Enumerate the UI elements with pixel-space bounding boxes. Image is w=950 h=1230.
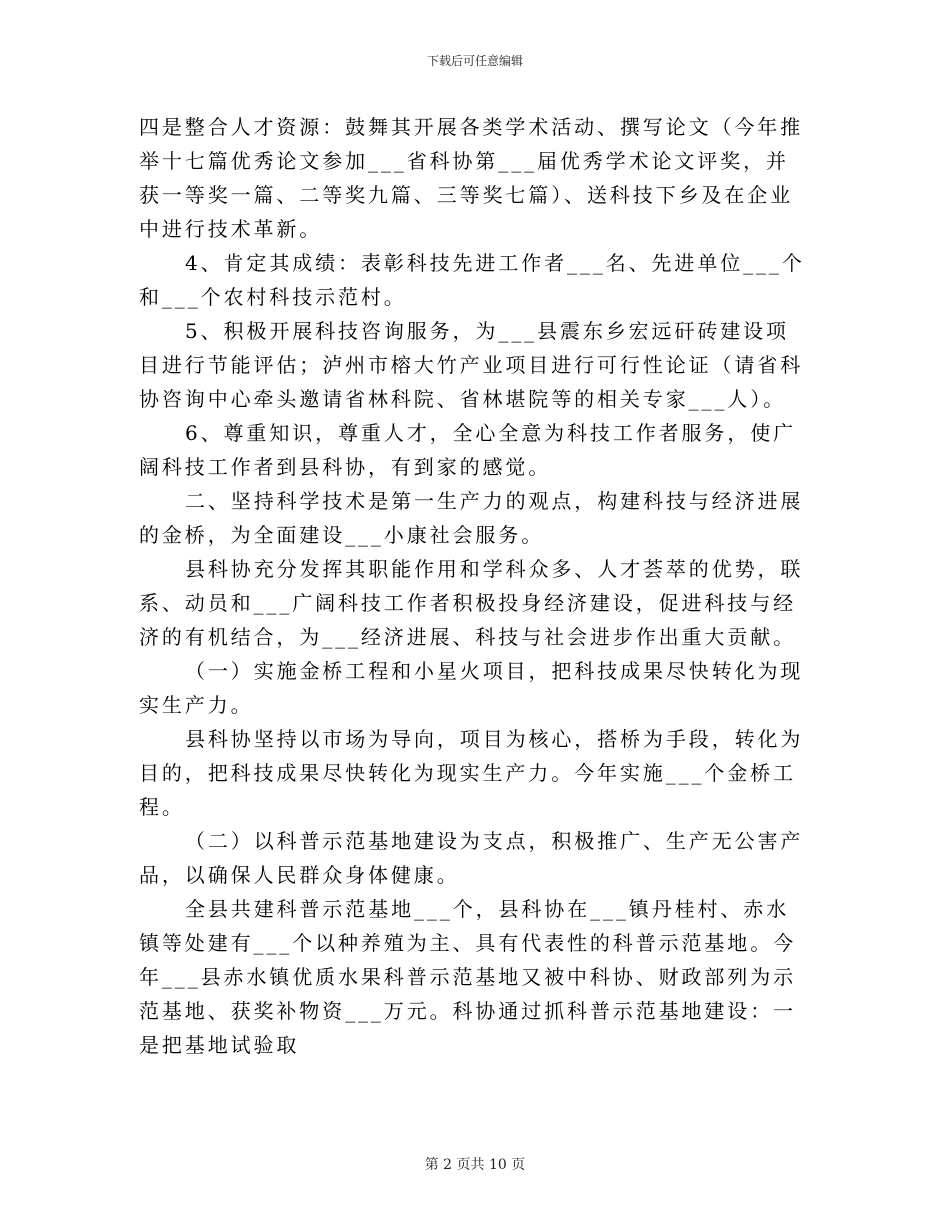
paragraph-4: 6、尊重知识，尊重人才，全心全意为科技工作者服务，使广阔科技工作者到县科协，有到家的感觉。	[139, 421, 797, 479]
paragraph-5: 二、坚持科学技术是第一生产力的观点，构建科技与经济进展的金桥，为全面建设___小康社会服务。	[139, 489, 804, 547]
document-body	[139, 110, 809, 1062]
page-footer: 第 2 页共 10 页	[424, 1157, 526, 1173]
page-header: 下载后可任意编辑	[426, 54, 523, 68]
paragraph-9: （二）以科普示范基地建设为支点，积极推广、生产无公害产品，以确保人民群众身体健康。	[139, 829, 804, 887]
paragraph-1: 四是整合人才资源：鼓舞其开展各类学术活动、撰写论文（今年推举十七篇优秀论文参加___省科协第___届优秀学术论文评奖，并获一等奖一篇、二等奖九篇、三等奖七篇）、送科技下乡及在企业中进行技术革新。	[139, 115, 804, 241]
paragraph-3: 5、积极开展科技咨询服务，为___县震东乡宏远矸砖建设项目进行节能评估；泸州市榕大竹产业项目进行可行性论证（请省科协咨询中心牵头邀请省林科院、省林堪院等的相关专家___人）。	[139, 319, 804, 411]
paragraph-10: 全县共建科普示范基地___个，县科协在___镇丹桂村、赤水镇等处建有___个以种养殖为主、具有代表性的科普示范基地。今年___县赤水镇优质水果科普示范基地又被中科协、财政部列为示范基地、获奖补物资___万元。科协通过抓科普示范基地建设：一是把基地试验取	[139, 897, 796, 1057]
paragraph-6: 县科协充分发挥其职能作用和学科众多、人才荟萃的优势，联系、动员和___广阔科技工作者积极投身经济建设，促进科技与经济的有机结合，为___经济进展、科技与社会进步作出重大贡献。	[139, 557, 804, 649]
paragraph-7: （一）实施金桥工程和小星火项目，把科技成果尽快转化为现实生产力。	[139, 659, 804, 717]
paragraph-8: 县科协坚持以市场为导向，项目为核心，搭桥为手段，转化为目的，把科技成果尽快转化为现实生产力。今年实施___个金桥工程。	[139, 727, 804, 819]
paragraph-2: 4、肯定其成绩：表彰科技先进工作者___名、先进单位___个和___个农村科技示范村。	[139, 251, 805, 309]
